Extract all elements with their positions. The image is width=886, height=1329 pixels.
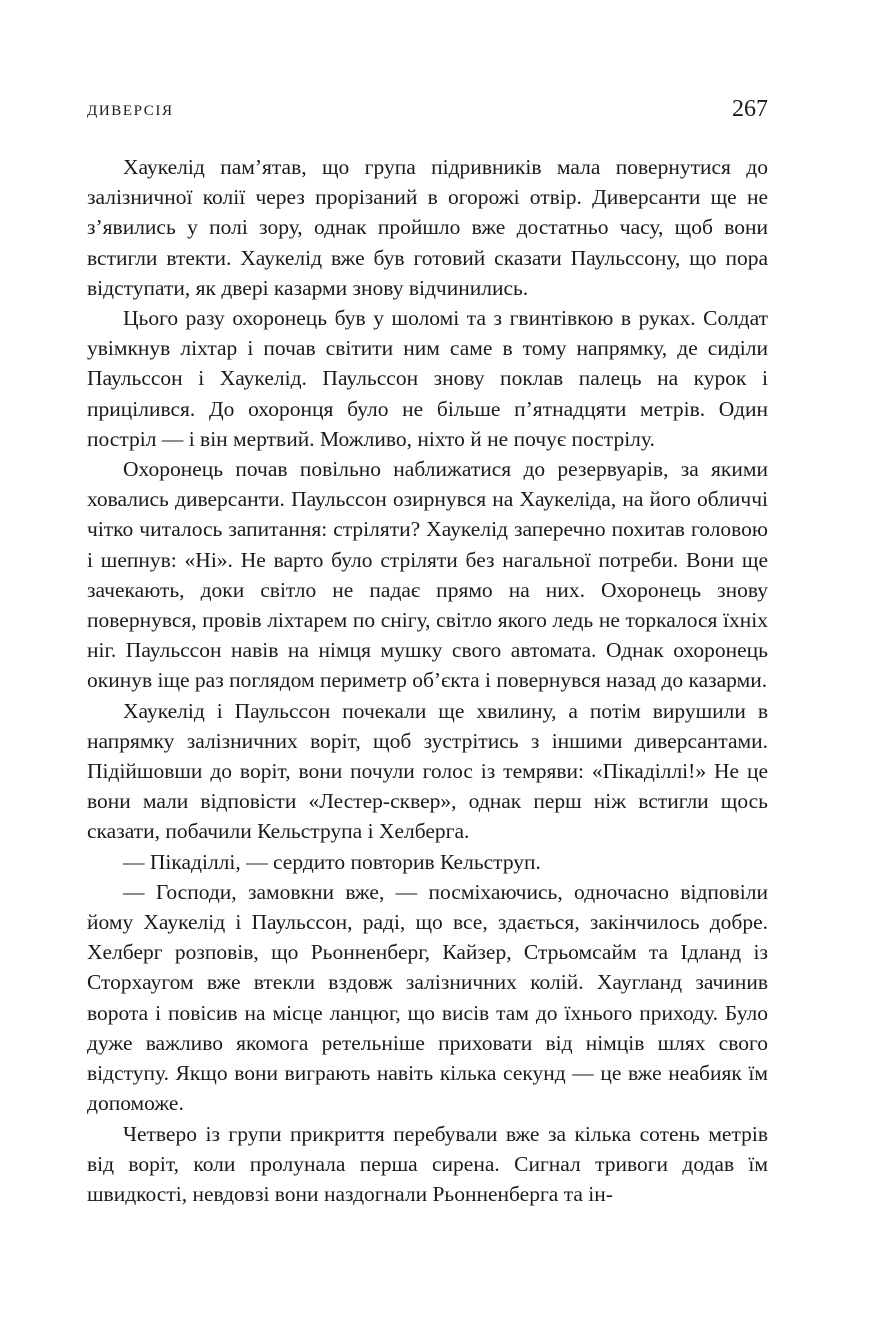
- paragraph-7: Четверо із групи прикриття перебували вже за кілька сотень метрів від воріт, коли пролунала перша сирена. Сигнал тривоги додав їм швидкості, невдовзі вони наздогнали Рьонненберга та ін-: [87, 1121, 768, 1206]
- body-text: [87, 152, 768, 1209]
- paragraph-4: Хаукелід і Паульссон почекали ще хвилину, а потім вирушили в напрямку залізничних воріт, щоб зустрітись з іншими диверсантами. Підійшовши до воріт, вони почули голос із темряви: «Пікаділлі!» Не це вони мали відповісти «Лестер-сквер», однак перш ніж встигли щось сказати, побачили Кельструпа і Хелберга.: [87, 698, 768, 844]
- running-head: ДИВЕРСІЯ: [87, 103, 174, 119]
- paragraph-6: — Господи, замовкни вже, — посміхаючись, одночасно відповіли йому Хаукелід і Паульссон, раді, що все, здається, закінчилось добре. Хелберг розповів, що Рьонненберг, Кайзер, Стрьомсайм та Ідланд із Сторхаугом вже втекли вздовж залізничних колій. Хаугланд зачинив ворота і повісив на місце ланцюг, що висів там до їхнього приходу. Було дуже важливо якомога ретельніше приховати від німців шлях свого відступу. Якщо вони виграють навіть кілька секунд — це вже неабияк їм допоможе.: [87, 879, 768, 1116]
- paragraph-1: Хаукелід пам’ятав, що група підривників мала повернутися до залізничної колії через прорізаний в огорожі отвір. Диверсанти ще не з’явились у полі зору, однак пройшло вже достатньо часу, щоб вони встигли втекти. Хаукелід вже був готовий сказати Паульссону, що пора відступати, як двері казарми знову відчинились.: [87, 155, 768, 300]
- paragraph-2: Цього разу охоронець був у шоломі та з гвинтівкою в руках. Солдат увімкнув ліхтар і почав світити ним саме в тому напрямку, де сиділи Паульссон і Хаукелід. Паульссон знову поклав палець на курок і прицілився. До охоронця було не більше п’ятнадцяти метрів. Один постріл — і він мертвий. Можливо, ніхто й не почує пострілу.: [87, 306, 768, 451]
- paragraph-3: Охоронець почав повільно наближатися до резервуарів, за якими ховались диверсанти. Паульссон озирнувся на Хаукеліда, на його обличчі чітко читалось запитання: стріляти? Хаукелід заперечно похитав головою і шепнув: «Ні». Не варто було стріляти без нагальної потреби. Вони ще зачекають, доки світло не падає прямо на них. Охоронець знову повернувся, провів ліхтарем по снігу, світло якого ледь не торкалося їхніх ніг. Паульссон навів на німця мушку свого автомата. Однак охоронець окинув іще раз поглядом периметр об’єкта і повернувся назад до казарми.: [87, 457, 768, 693]
- page-number: 267: [732, 96, 768, 122]
- paragraph-5: — Пікаділлі, — сердито повторив Кельструп.: [123, 849, 541, 874]
